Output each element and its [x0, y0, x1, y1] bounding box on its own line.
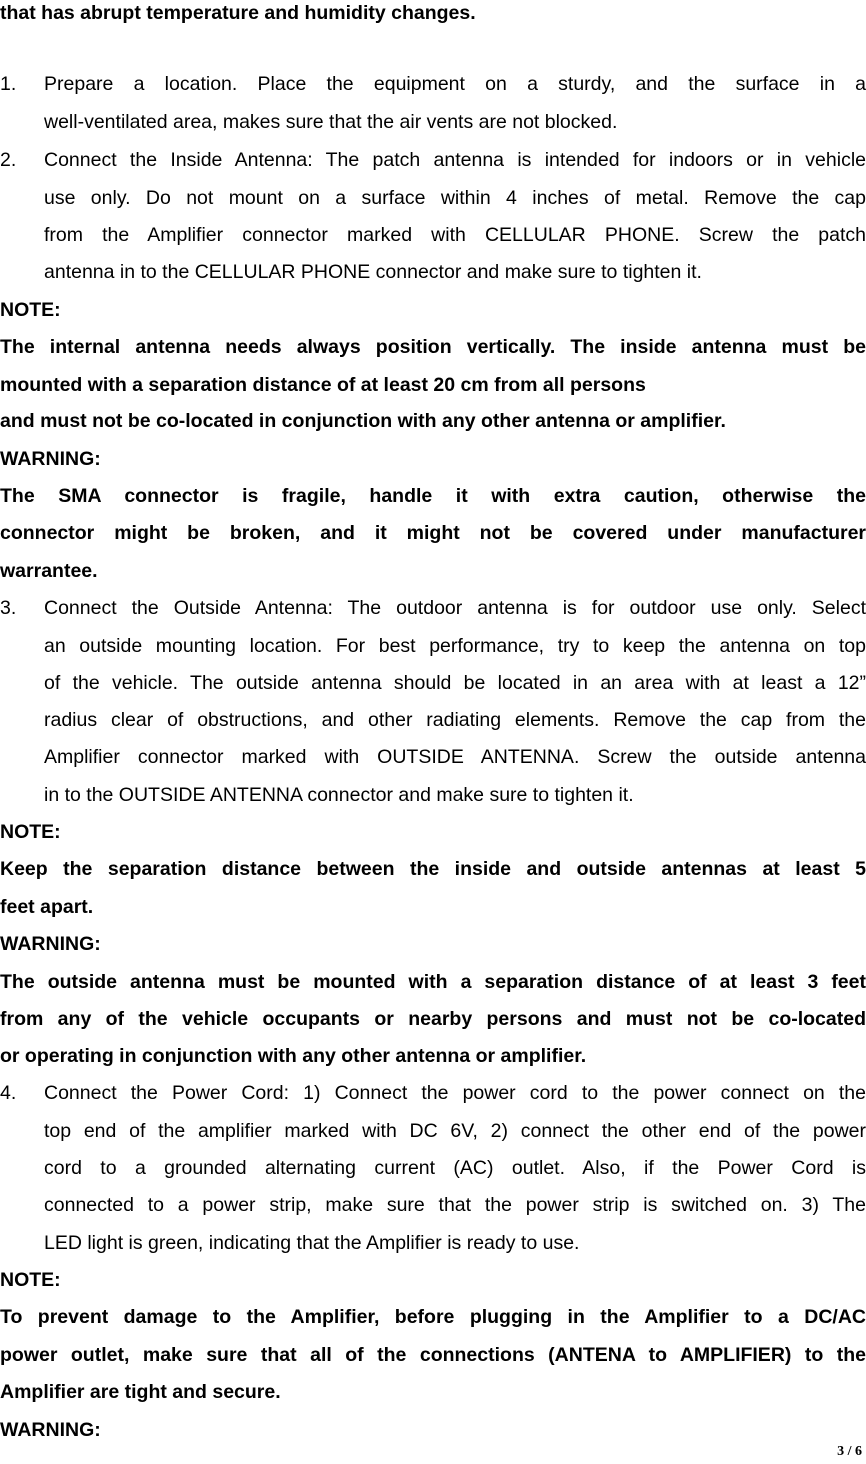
text-line: Amplifier are tight and secure. [0, 1381, 281, 1403]
text-line: of the vehicle. The outside antenna should be located in an area with at least a 12” [44, 672, 866, 694]
list-number: 4. [0, 1082, 17, 1104]
text-line: from any of the vehicle occupants or nearby persons and must not be co-located [0, 1008, 866, 1030]
text-line: connected to a power strip, make sure that the power strip is switched on. 3) The [44, 1194, 866, 1216]
text-line: Prepare a location. Place the equipment on a sturdy, and the surface in a [44, 73, 866, 95]
text-line: radius clear of obstructions, and other radiating elements. Remove the cap from the [44, 709, 866, 731]
text-line: antenna in to the CELLULAR PHONE connector and make sure to tighten it. [44, 261, 702, 283]
list-number: 2. [0, 149, 17, 171]
text-line: cord to a grounded alternating current (AC) outlet. Also, if the Power Cord is [44, 1157, 866, 1179]
text-line: Connect the Inside Antenna: The patch antenna is intended for indoors or in vehicle [44, 149, 866, 171]
warning-heading: WARNING: [0, 933, 101, 955]
text-line: Connect the Power Cord: 1) Connect the power cord to the power connect on the [44, 1082, 866, 1104]
text-line: To prevent damage to the Amplifier, before plugging in the Amplifier to a DC/AC [0, 1306, 866, 1328]
note-heading: NOTE: [0, 821, 61, 843]
text-line: feet apart. [0, 896, 94, 918]
text-line: or operating in conjunction with any other antenna or amplifier. [0, 1045, 587, 1067]
note-heading: NOTE: [0, 299, 61, 321]
text-line: LED light is green, indicating that the Amplifier is ready to use. [44, 1232, 580, 1254]
text-line: in to the OUTSIDE ANTENNA connector and make sure to tighten it. [44, 784, 634, 806]
note-heading: NOTE: [0, 1269, 61, 1291]
text-line: connector might be broken, and it might not be covered under manufacturer [0, 522, 866, 544]
text-line: use only. Do not mount on a surface within 4 inches of metal. Remove the cap [44, 187, 866, 209]
warning-heading: WARNING: [0, 448, 101, 470]
warning-heading: WARNING: [0, 1419, 101, 1441]
text-line: an outside mounting location. For best performance, try to keep the antenna on top [44, 635, 866, 657]
text-line: The outside antenna must be mounted with a separation distance of at least 3 feet [0, 971, 866, 993]
text-line: Amplifier connector marked with OUTSIDE ANTENNA. Screw the outside antenna [44, 746, 866, 768]
list-number: 3. [0, 597, 17, 619]
text-line: Keep the separation distance between the inside and outside antennas at least 5 [0, 858, 866, 880]
text-line: The internal antenna needs always position vertically. The inside antenna must be [0, 336, 866, 358]
text-line: that has abrupt temperature and humidity changes. [0, 2, 476, 24]
text-line: mounted with a separation distance of at least 20 cm from all persons [0, 374, 646, 396]
text-line: Connect the Outside Antenna: The outdoor antenna is for outdoor use only. Select [44, 597, 866, 619]
text-line: warrantee. [0, 560, 98, 582]
text-line: from the Amplifier connector marked with CELLULAR PHONE. Screw the patch [44, 224, 866, 246]
text-line: The SMA connector is fragile, handle it with extra caution, otherwise the [0, 485, 866, 507]
list-number: 1. [0, 73, 17, 95]
text-line: and must not be co-located in conjunction with any other antenna or amplifier. [0, 410, 726, 432]
page-number: 3 / 6 [837, 1444, 862, 1459]
text-line: top end of the amplifier marked with DC 6V, 2) connect the other end of the power [44, 1120, 866, 1142]
text-line: power outlet, make sure that all of the connections (ANTENA to AMPLIFIER) to the [0, 1344, 866, 1366]
text-line: well-ventilated area, makes sure that the air vents are not blocked. [44, 111, 618, 133]
